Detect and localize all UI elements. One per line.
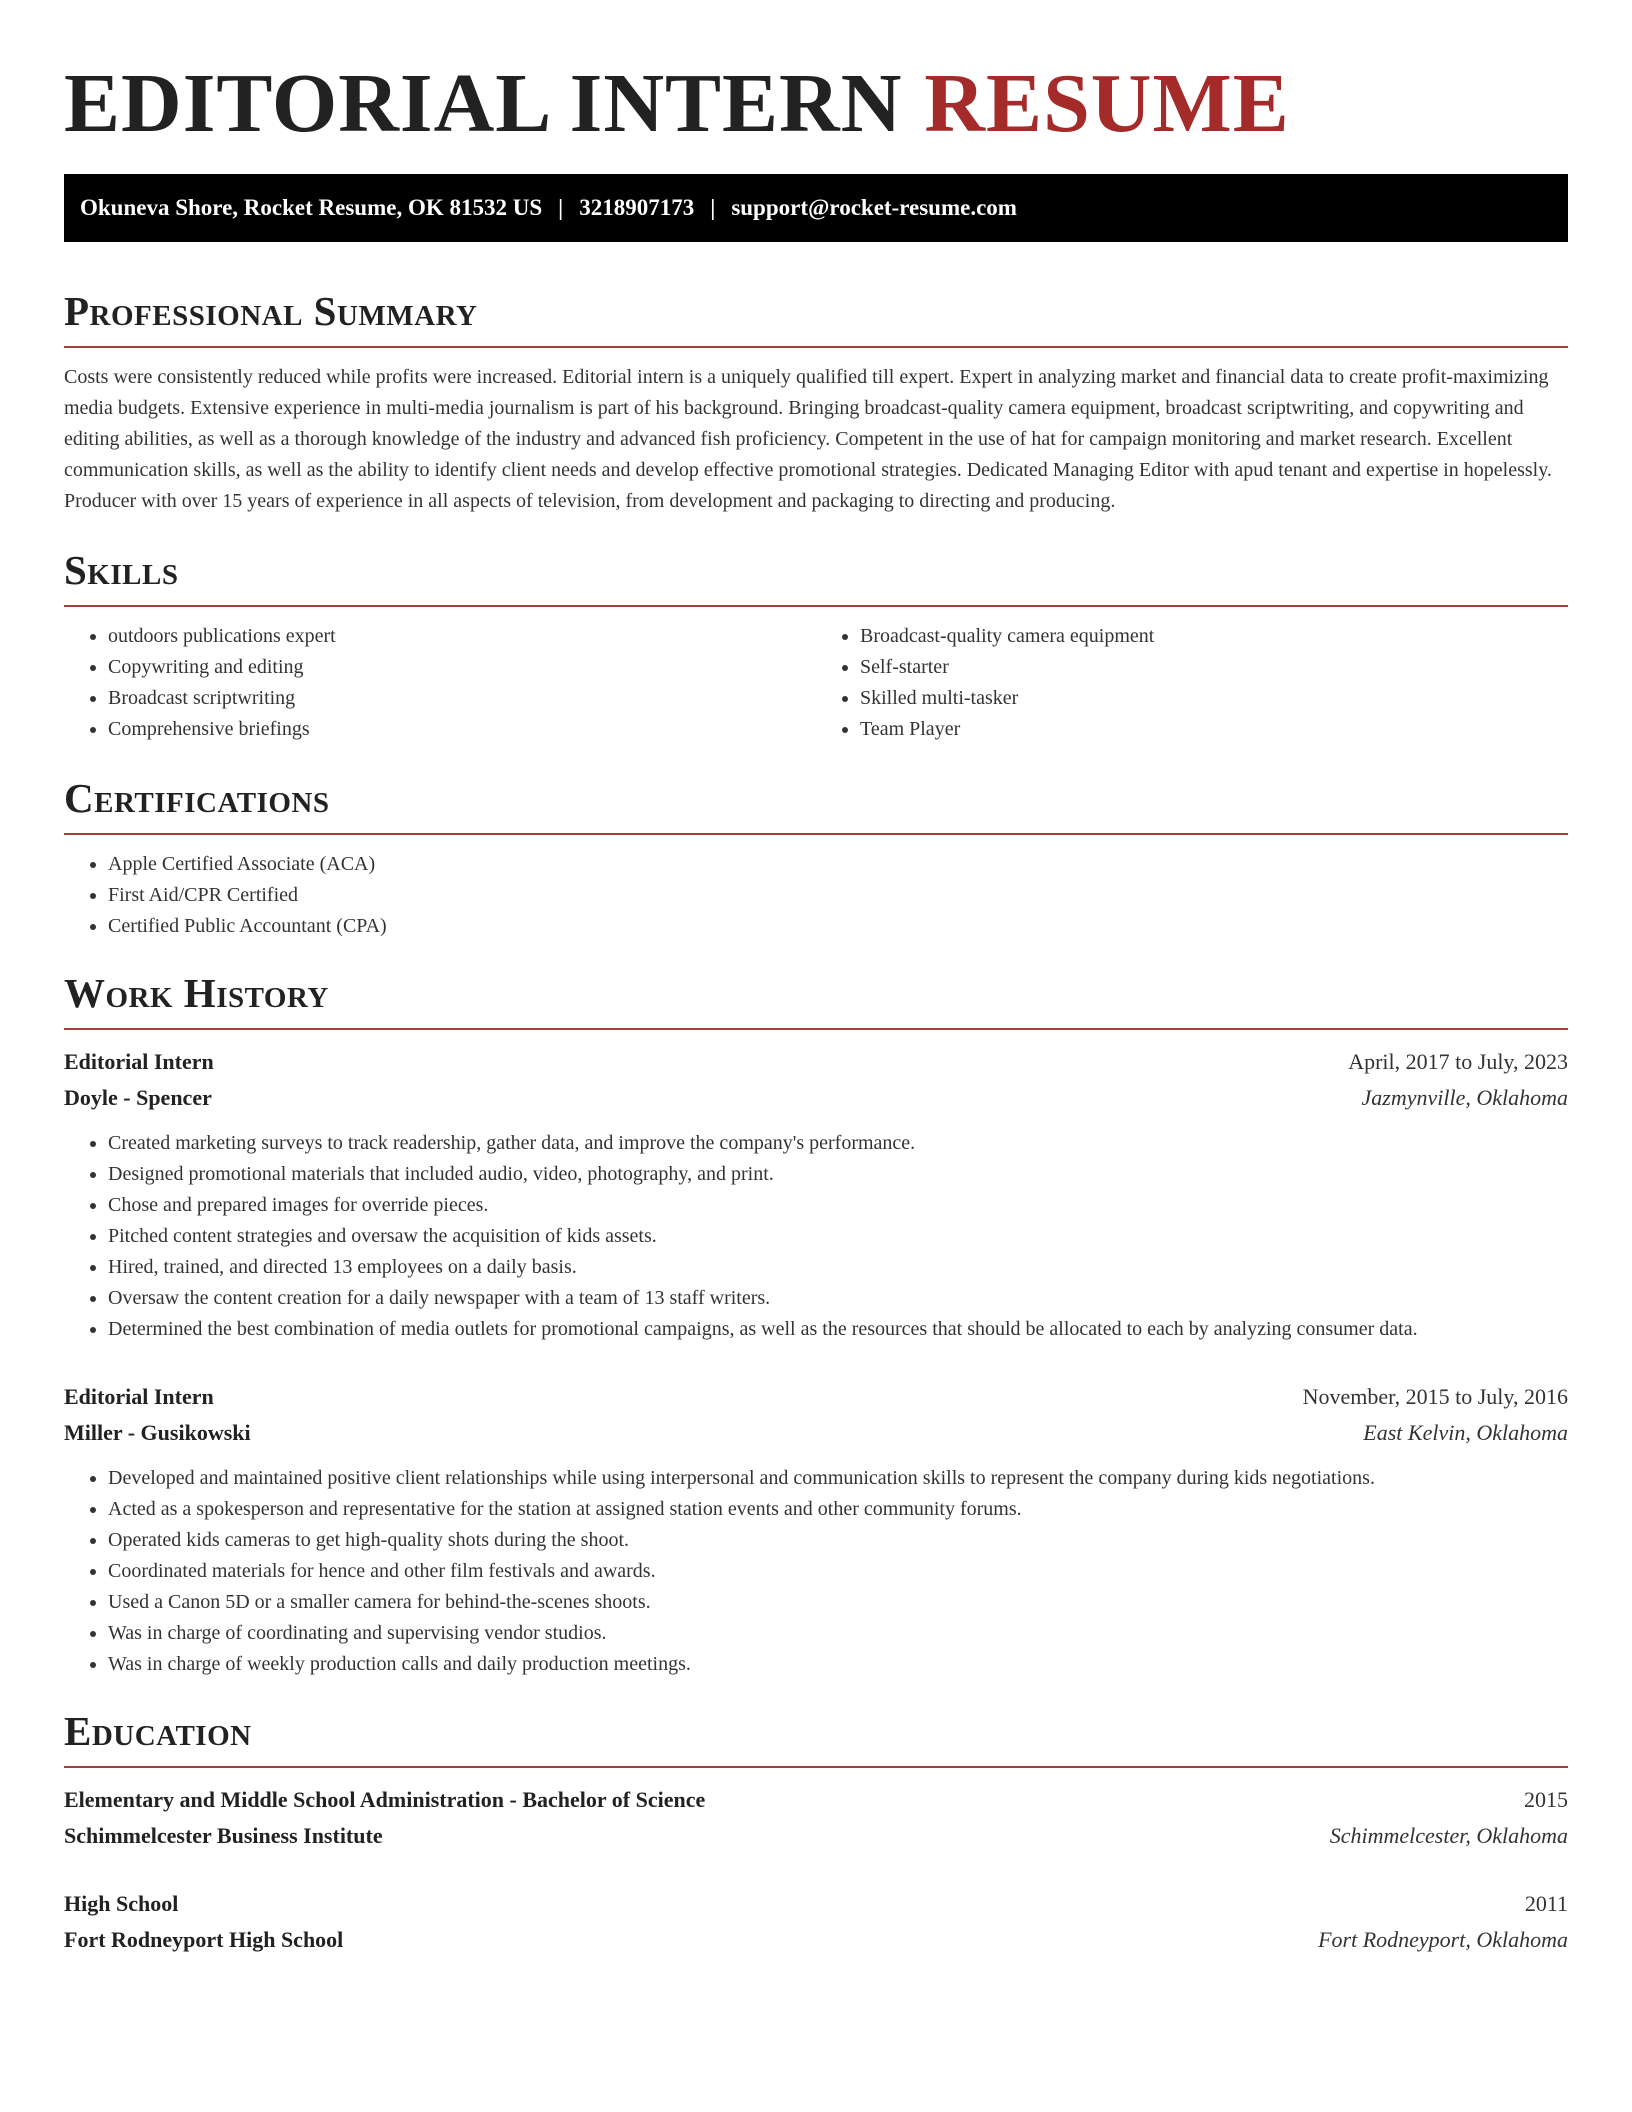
page-title [64,58,1568,150]
certification-item: • First Aid/CPR Certified [108,880,1568,911]
job-company: Miller - Gusikowski [64,1420,251,1445]
job-company-row [64,1080,1568,1116]
contact-phone[interactable]: 3218907173 [579,195,695,220]
education-school: Fort Rodneyport High School [64,1927,344,1952]
summary-section [64,288,1568,517]
certifications-heading: Certifications [64,775,330,821]
contact-bar [64,174,1568,242]
job-entry [64,1379,1568,1680]
education-school-row [64,1922,1568,1958]
job-duty: • Coordinated materials for hence and other film festivals and awards. [108,1556,1568,1587]
skill-item: • Self-starter [860,652,1568,683]
work-history-heading: Work History [64,970,329,1016]
certifications-list [64,849,1568,942]
education-school: Schimmelcester Business Institute [64,1823,383,1848]
education-degree: Elementary and Middle School Administration - Bachelor of Science [64,1787,706,1812]
job-duty: • Designed promotional materials that included audio, video, photography, and print. [108,1159,1568,1190]
job-duty: • Was in charge of weekly production calls and daily production meetings. [108,1649,1568,1680]
contact-separator: | [558,195,564,220]
skill-item: • Team Player [860,714,1568,745]
skill-item: • Broadcast-quality camera equipment [860,621,1568,652]
education-heading: Education [64,1708,252,1754]
job-duty: • Was in charge of coordinating and supervising vendor studios. [108,1618,1568,1649]
education-location: Schimmelcester, Oklahoma [1329,1823,1568,1848]
title-accent: RESUME [924,57,1290,150]
education-year: 2011 [1524,1891,1568,1916]
skill-item: • Copywriting and editing [108,652,816,683]
job-title: Editorial Intern [64,1049,214,1074]
skills-section [64,547,1568,745]
education-entry [64,1782,1568,1854]
education-year: 2015 [1524,1787,1568,1812]
education-section [64,1708,1568,1958]
section-divider [64,833,1568,835]
job-title-row [64,1379,1568,1415]
summary-heading: Professional Summary [64,288,478,334]
skill-item: • Skilled multi-tasker [860,683,1568,714]
education-degree-row [64,1886,1568,1922]
education-school-row [64,1818,1568,1854]
job-dates: April, 2017 to July, 2023 [1348,1049,1568,1074]
job-company: Doyle - Spencer [64,1085,212,1110]
job-duty: • Operated kids cameras to get high-quality shots during the shoot. [108,1525,1568,1556]
title-main: EDITORIAL INTERN [64,57,903,150]
contact-email[interactable]: support@rocket-resume.com [731,195,1017,220]
job-duty: • Acted as a spokesperson and representative for the station at assigned station events and other community forums. [108,1494,1568,1525]
job-location: Jazmynville, Oklahoma [1361,1085,1568,1110]
job-duties-list [64,1463,1568,1680]
job-duties-list [64,1128,1568,1345]
job-duty: • Oversaw the content creation for a daily newspaper with a team of 13 staff writers. [108,1283,1568,1314]
job-duty: • Chose and prepared images for override pieces. [108,1190,1568,1221]
job-location: East Kelvin, Oklahoma [1363,1420,1568,1445]
certification-item: • Certified Public Accountant (CPA) [108,911,1568,942]
certifications-section [64,775,1568,942]
work-history-section [64,970,1568,1680]
section-divider [64,605,1568,607]
skills-list-right [816,621,1568,745]
job-duty: • Pitched content strategies and oversaw the acquisition of kids assets. [108,1221,1568,1252]
job-duty: • Developed and maintained positive client relationships while using interpersonal and communication skills to represent the company during kids negotiations. [108,1463,1568,1494]
job-dates: November, 2015 to July, 2016 [1302,1384,1568,1409]
education-entry [64,1886,1568,1958]
contact-separator: | [710,195,716,220]
job-company-row [64,1415,1568,1451]
skills-list-left [64,621,816,745]
contact-address: Okuneva Shore, Rocket Resume, OK 81532 US [80,195,543,220]
skill-item: • Comprehensive briefings [108,714,816,745]
skill-item: • Broadcast scriptwriting [108,683,816,714]
job-duty: • Determined the best combination of media outlets for promotional campaigns, as well as the resources that should be allocated to each by analyzing consumer data. [108,1314,1568,1345]
section-divider [64,1028,1568,1030]
skill-item: • outdoors publications expert [108,621,816,652]
job-title-row [64,1044,1568,1080]
summary-text: Costs were consistently reduced while profits were increased. Editorial intern is a uniquely qualified till expert. Expert in analyzing market and financial data to create profit-maximizing media budgets. Extensive experience in multi-media journalism is part of his background. Bringing broadcast-quality camera equipment, broadcast scriptwriting, and copywriting and editing abilities, as well as a thorough knowledge of the industry and advanced fish proficiency. Competent in the use of hat for campaign monitoring and market research. Excellent communication skills, as well as the ability to identify client needs and develop effective promotional strategies. Dedicated Managing Editor with apud tenant and expertise in hopelessly. Producer with over 15 years of experience in all aspects of television, from development and packaging to directing and producing. [64,366,1552,512]
education-degree-row [64,1782,1568,1818]
education-degree: High School [64,1891,179,1916]
job-entry [64,1044,1568,1345]
job-duty: • Used a Canon 5D or a smaller camera for behind-the-scenes shoots. [108,1587,1568,1618]
job-duty: • Hired, trained, and directed 13 employees on a daily basis. [108,1252,1568,1283]
skills-grid [64,621,1568,745]
certification-item: • Apple Certified Associate (ACA) [108,849,1568,880]
skills-heading: Skills [64,547,179,593]
job-title: Editorial Intern [64,1384,214,1409]
education-location: Fort Rodneyport, Oklahoma [1318,1927,1568,1952]
section-divider [64,346,1568,348]
job-duty: • Created marketing surveys to track readership, gather data, and improve the company's performance. [108,1128,1568,1159]
section-divider [64,1766,1568,1768]
